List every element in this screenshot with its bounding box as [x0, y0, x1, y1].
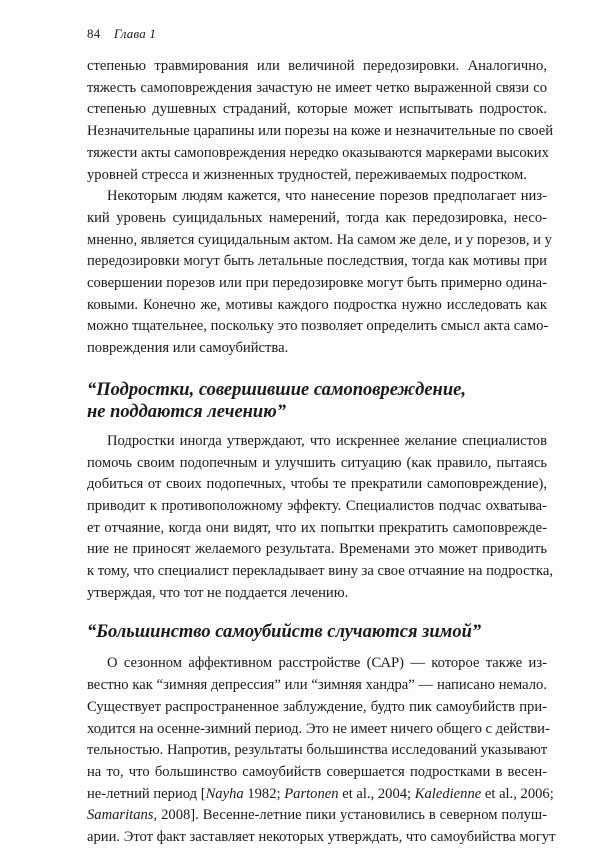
text-fragment: не-летний период [: [87, 785, 206, 802]
citation-author: Samaritans: [87, 807, 154, 824]
text-line: Некоторым людям кажется, что нанесение порезов предполагает низ-: [107, 188, 547, 205]
text-fragment: et al., 2006;: [481, 785, 554, 802]
chapter-title: Глава 1: [113, 26, 157, 41]
text-line: тяжесть самоповреждения зачастую не имеет четко выраженной связи со: [87, 79, 547, 96]
text-line: степенью душевных страданий, которые может испытывать подросток.: [87, 101, 547, 118]
text-line: мненно, является суицидальным актом. На самом же деле, и у порезов, и у: [87, 231, 552, 248]
text-line: тяжести акты самоповреждения нередко оказываются маркерами высоких: [87, 144, 549, 161]
heading-line: “Большинство самоубийств случаются зимой”: [87, 622, 482, 643]
text-line: добиться от своих подопечных, чтобы те прекратили самоповреждение),: [87, 476, 547, 493]
text-line: уровней стресса и жизненных трудностей, переживаемых подростком.: [87, 166, 527, 183]
body-text: [87, 56, 556, 849]
text-line: совершении порезов или при передозировке могут быть примерно одина-: [87, 275, 547, 292]
text-fragment: , 2008]. Весенне-летние пики установились в северном полуш-: [153, 807, 547, 824]
text-line: ет отчаяние, когда они видят, что их попытки прекратить самоповрежде-: [87, 519, 547, 536]
paragraph-2: [87, 186, 552, 360]
paragraph-3: [87, 431, 554, 605]
section-heading: [87, 621, 547, 643]
text-line: на то, что большинство самоубийств совершается подростками в весен-: [87, 763, 547, 780]
text-line: утверждая, что тот не поддается лечению.: [87, 584, 349, 601]
text-line: приводит к противоположному эффекту. Специалистов подчас охватыва-: [87, 497, 547, 514]
text-line: можно тщательнее, поскольку это позволяет определить смысл акта само-: [87, 318, 549, 335]
text-line: арии. Этот факт заставляет некоторых утверждать, что самоубийства могут: [87, 829, 556, 846]
text-line: степенью травмирования или величиной передозировки. Аналогично,: [87, 58, 547, 74]
text-line: кий уровень суицидальных намерений, тогда как передозировка, несо-: [87, 209, 547, 226]
text-line: передозировки могут быть летальные последствия, тогда как мотивы при: [87, 253, 547, 270]
text-line: помочь своим подопечным и улучшить ситуацию (как правило, пытаясь: [87, 454, 547, 471]
text-line: тельностью. Напротив, результаты большинства исследований указывают: [87, 742, 548, 759]
text-line: Существует распространенное заблуждение, будто пик самоубийств при-: [87, 698, 547, 715]
text-fragment: et al., 2004;: [338, 785, 415, 802]
section-heading: [87, 379, 547, 423]
text-line: ние не приносят желаемого результата. Временами это может приводить: [87, 541, 547, 558]
heading-line: “Подростки, совершившие самоповреждение,: [87, 379, 466, 400]
paragraph-1: [87, 56, 554, 186]
text-line: повреждения или самоубийства.: [87, 340, 289, 357]
citation-line: [87, 784, 554, 806]
text-line: Подростки иногда утверждают, что искреннее желание специалистов: [107, 432, 547, 449]
text-line: ходится на осенне-зимний период. Это не имеет ничего общего с действи-: [87, 720, 550, 737]
citation-author: Kaledienne: [414, 785, 482, 802]
paragraph-4: [87, 653, 556, 848]
running-head: [87, 26, 156, 42]
citation-author: Partonen: [284, 785, 339, 802]
text-line: Незначительные царапины или порезы на коже и незначительные по своей: [87, 123, 554, 140]
text-fragment: 1982;: [243, 785, 285, 802]
text-line: вестно как “зимняя депрессия” или “зимняя хандра” — написано немало.: [87, 677, 547, 694]
citation-line: [87, 805, 547, 827]
text-line: О сезонном аффективном расстройстве (САР) — которое также из-: [107, 655, 547, 672]
heading-line: не поддаются лечению”: [87, 401, 286, 422]
citation-author: Nayha: [205, 785, 244, 802]
text-line: к тому, что специалист перекладывает вину за свое отчаяние на подростка,: [87, 563, 554, 580]
page-number: 84: [87, 26, 101, 41]
text-line: ковыми. Конечно же, мотивы каждого подростка нужно исследовать как: [87, 296, 547, 313]
